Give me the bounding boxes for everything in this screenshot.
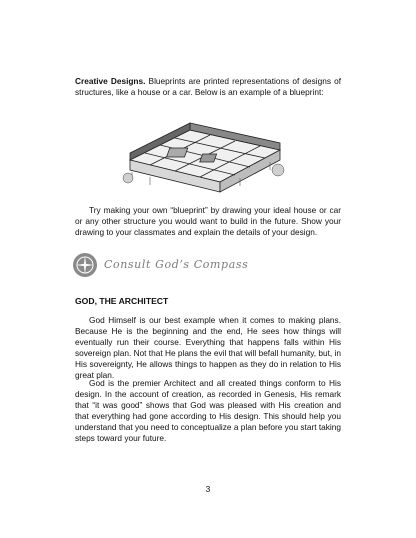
page-number: 3 — [205, 484, 211, 494]
body-paragraph-2: God is the premier Architect and all created things conform to His design. In the account of creation, as recorded in Genesis, His remark that “it was good” shows that God was pleased with His creation and that everything had gone according to His design. This should help you understand that you need to conceptualize a plan before you start taking steps toward your future. — [75, 378, 341, 443]
section-banner-title: Consult God’s Compass — [104, 258, 249, 271]
section-heading: GOD, THE ARCHITECT — [75, 296, 169, 306]
activity-paragraph: Try making your own “blueprint” by drawing your ideal house or car or any other structure you would want to build in the future. Show your drawing to your classmates and explain the details of your design. — [75, 205, 341, 237]
intro-text: Blueprints are printed representations of designs of structures, like a house or a car. Below is an example of a blueprint: — [75, 76, 342, 97]
intro-paragraph — [75, 76, 341, 98]
body-paragraph-1: God Himself is our best example when it comes to making plans. Because He is the beginning and the end, He sees how things will eventually run their course. Everything that happens falls within His sovereign plan. Not that He plans the evil that will befall humanity, but, in His sovereignty, He allows things to happen as they do in relation to His great plan. — [75, 315, 341, 380]
compass-icon — [72, 252, 98, 278]
section-banner — [72, 252, 332, 278]
house-blueprint-illustration — [120, 120, 288, 200]
intro-lead: Creative Designs. — [75, 76, 146, 86]
